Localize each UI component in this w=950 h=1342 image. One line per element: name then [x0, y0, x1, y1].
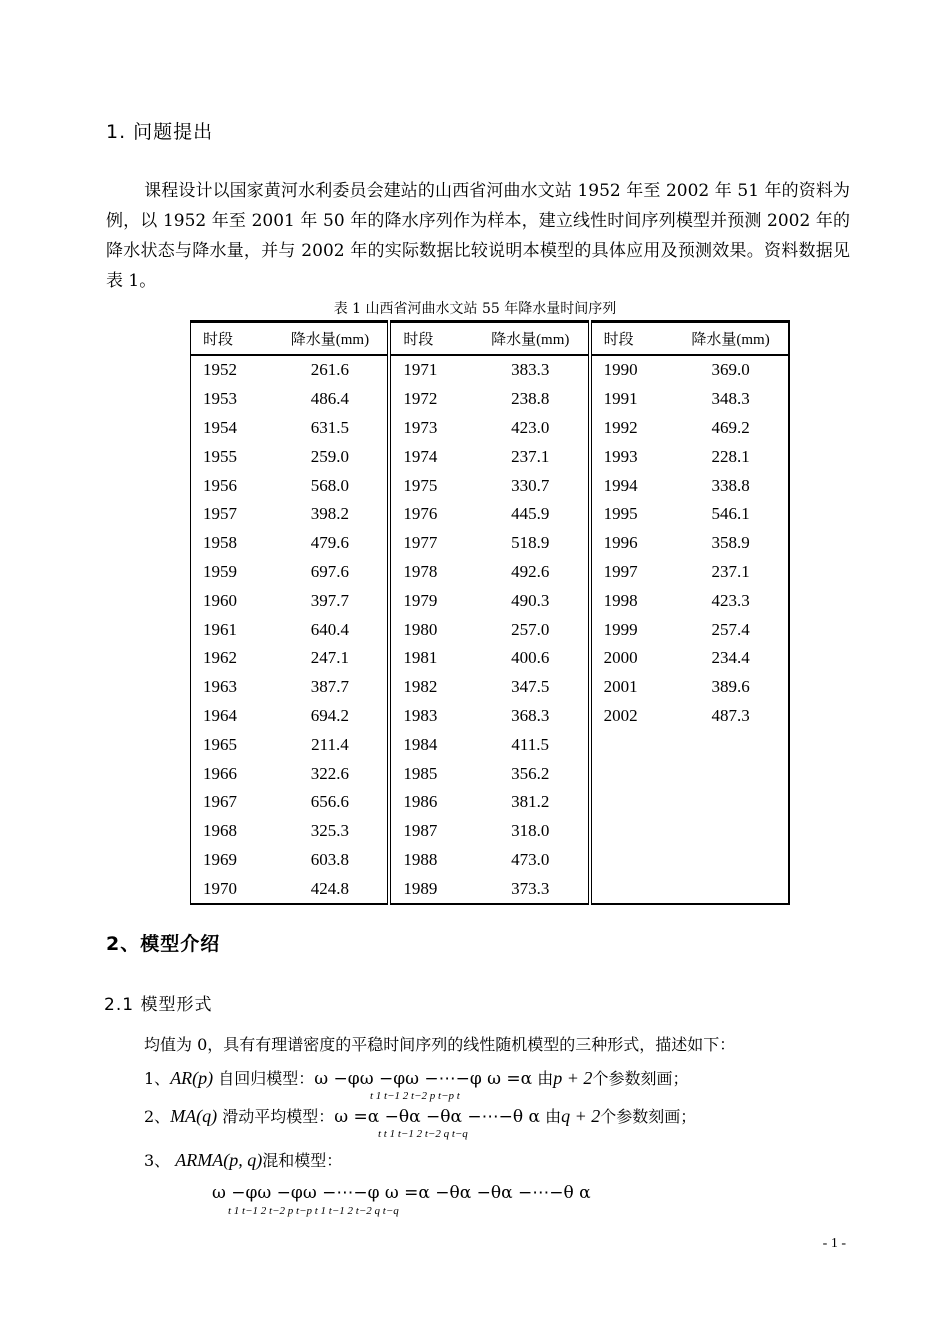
precip-cell: 389.6	[673, 673, 789, 702]
period-cell: 1957	[191, 500, 273, 529]
period-cell: 1961	[191, 615, 273, 644]
precip-cell: 238.8	[473, 385, 590, 414]
period-cell: 2000	[603, 648, 638, 668]
table-row	[191, 702, 790, 731]
period-cell: 1979	[403, 590, 438, 610]
section-heading-2: 2、模型介绍	[106, 933, 221, 955]
precip-cell: 568.0	[272, 471, 389, 500]
precip-cell: 322.6	[272, 759, 389, 788]
ma-param: q + 2	[561, 1106, 601, 1126]
period-cell: 1966	[191, 759, 273, 788]
precip-cell: 330.7	[473, 471, 590, 500]
table-row	[191, 788, 790, 817]
period-cell: 1959	[191, 558, 273, 587]
period-cell	[590, 730, 673, 759]
ma-subscripts: t t 1 t−1 2 t−2 q t−q	[378, 1128, 468, 1140]
table-row	[191, 817, 790, 846]
ma-tail-prefix: 由	[545, 1107, 562, 1126]
ar-tail: 个参数刻画；	[592, 1069, 689, 1088]
intro-paragraph	[106, 176, 850, 296]
period-cell: 1960	[191, 586, 273, 615]
period-cell: 1974	[403, 446, 438, 466]
period-cell: 1972	[403, 389, 438, 409]
period-cell: 1969	[191, 846, 273, 875]
precip-cell: 237.1	[673, 558, 789, 587]
precip-cell	[673, 874, 789, 904]
header-precip: 降水量(mm)	[473, 322, 590, 356]
precip-cell: 381.2	[473, 788, 590, 817]
period-cell: 1993	[603, 446, 638, 466]
precip-cell	[673, 759, 789, 788]
period-cell: 1955	[191, 442, 273, 471]
precip-cell: 492.6	[473, 558, 590, 587]
table-row	[191, 385, 790, 414]
precip-cell: 358.9	[673, 529, 789, 558]
period-cell	[590, 788, 673, 817]
precip-cell: 411.5	[473, 730, 590, 759]
subsection-heading: 2.1 模型形式	[104, 995, 213, 1015]
period-cell	[590, 817, 673, 846]
table-row	[191, 558, 790, 587]
precip-cell: 518.9	[473, 529, 590, 558]
period-cell: 1991	[603, 389, 638, 409]
ar-model-name: AR(p)	[170, 1068, 214, 1088]
precip-cell: 656.6	[272, 788, 389, 817]
table-row	[191, 471, 790, 500]
period-cell: 1954	[191, 414, 273, 443]
table-row	[191, 644, 790, 673]
models-intro: 均值为 0，具有有理谱密度的平稳时间序列的线性随机模型的三种形式，描述如下：	[144, 1035, 736, 1054]
precip-cell: 369.0	[673, 355, 789, 385]
period-cell: 1962	[191, 644, 273, 673]
period-cell: 1956	[191, 471, 273, 500]
ar-subscripts: t 1 t−1 2 t−2 p t−p t	[370, 1090, 460, 1102]
period-cell: 2001	[603, 677, 638, 697]
table-row	[191, 500, 790, 529]
period-cell: 1963	[191, 673, 273, 702]
precip-cell: 546.1	[673, 500, 789, 529]
page-number: - 1 -	[822, 1236, 846, 1251]
table-caption: 表 1 山西省河曲水文站 55 年降水量时间序列	[333, 301, 617, 317]
period-cell: 1989	[403, 878, 438, 898]
precip-cell: 631.5	[272, 414, 389, 443]
precip-cell: 487.3	[673, 702, 789, 731]
precip-cell: 228.1	[673, 442, 789, 471]
period-cell: 1967	[191, 788, 273, 817]
table-row	[191, 615, 790, 644]
ma-formula: ω =α −θα −θα −⋯−θ α	[334, 1107, 541, 1127]
table-row	[191, 586, 790, 615]
arma-formula: ω −φω −φω −⋯−φ ω =α −θα −θα −⋯−θ α	[212, 1183, 591, 1203]
precip-cell	[673, 817, 789, 846]
table-row	[191, 442, 790, 471]
precip-cell: 469.2	[673, 414, 789, 443]
precip-cell: 423.3	[673, 586, 789, 615]
period-cell: 1996	[603, 533, 638, 553]
precip-cell: 234.4	[673, 644, 789, 673]
table-row	[191, 759, 790, 788]
period-cell: 1971	[403, 360, 438, 380]
section-heading-1: 1. 问题提出	[106, 121, 214, 143]
precip-cell: 397.7	[272, 586, 389, 615]
ar-tail-prefix: 由	[537, 1069, 554, 1088]
ar-line	[144, 1066, 688, 1089]
period-cell: 1964	[191, 702, 273, 731]
precip-cell: 325.3	[272, 817, 389, 846]
table-row	[191, 414, 790, 443]
period-cell: 2002	[603, 705, 638, 725]
table-row	[191, 730, 790, 759]
precip-cell: 259.0	[272, 442, 389, 471]
ma-tail: 个参数刻画；	[600, 1107, 697, 1126]
precip-cell: 473.0	[473, 846, 590, 875]
period-cell: 1958	[191, 529, 273, 558]
table-row	[191, 846, 790, 875]
period-cell: 1953	[191, 385, 273, 414]
ar-label: 自回归模型：	[218, 1069, 315, 1088]
period-cell: 1970	[191, 874, 273, 904]
precip-cell: 387.7	[272, 673, 389, 702]
period-cell: 1973	[403, 417, 438, 437]
table-row	[191, 673, 790, 702]
precip-cell: 490.3	[473, 586, 590, 615]
period-cell: 1994	[603, 475, 638, 495]
precip-cell: 424.8	[272, 874, 389, 904]
arma-label: 混和模型：	[262, 1151, 343, 1170]
precip-cell: 640.4	[272, 615, 389, 644]
precip-cell: 237.1	[473, 442, 590, 471]
precip-cell: 318.0	[473, 817, 590, 846]
period-cell: 1976	[403, 504, 438, 524]
period-cell: 1975	[403, 475, 438, 495]
header-period: 时段	[403, 332, 434, 348]
precip-cell: 211.4	[272, 730, 389, 759]
precip-cell: 697.6	[272, 558, 389, 587]
period-cell: 1985	[403, 763, 438, 783]
precip-cell: 338.8	[673, 471, 789, 500]
period-cell: 1980	[403, 619, 438, 639]
period-cell: 1978	[403, 561, 438, 581]
header-precip: 降水量(mm)	[673, 322, 789, 356]
period-cell	[590, 846, 673, 875]
precip-cell: 423.0	[473, 414, 590, 443]
period-cell: 1981	[403, 648, 438, 668]
period-cell: 1952	[191, 355, 273, 385]
period-cell: 1986	[403, 792, 438, 812]
precip-cell: 373.3	[473, 874, 590, 904]
period-cell	[590, 759, 673, 788]
ar-prefix: 1、	[144, 1069, 171, 1088]
precip-cell: 479.6	[272, 529, 389, 558]
precip-cell: 348.3	[673, 385, 789, 414]
table-row	[191, 355, 790, 385]
period-cell: 1998	[603, 590, 638, 610]
header-precip: 降水量(mm)	[272, 322, 389, 356]
period-cell: 1984	[403, 734, 438, 754]
arma-subscripts: t 1 t−1 2 t−2 p t−p t 1 t−1 2 t−2 q t−q	[228, 1205, 399, 1217]
precip-cell: 257.0	[473, 615, 590, 644]
ma-model-name: MA(q)	[170, 1106, 218, 1126]
precip-cell	[673, 846, 789, 875]
period-cell: 1982	[403, 677, 438, 697]
ar-param: p + 2	[553, 1068, 593, 1088]
precip-cell: 368.3	[473, 702, 590, 731]
period-cell: 1965	[191, 730, 273, 759]
ma-line	[144, 1104, 696, 1127]
ma-prefix: 2、	[144, 1107, 171, 1126]
period-cell: 1995	[603, 504, 638, 524]
period-cell: 1987	[403, 821, 438, 841]
period-cell: 1983	[403, 705, 438, 725]
period-cell: 1977	[403, 533, 438, 553]
arma-model-name: ARMA(p, q)	[175, 1150, 263, 1170]
precip-cell: 383.3	[473, 355, 590, 385]
precip-cell: 257.4	[673, 615, 789, 644]
arma-prefix: 3、	[144, 1151, 171, 1170]
header-period: 时段	[603, 332, 634, 348]
precipitation-table	[190, 320, 790, 905]
arma-line	[144, 1148, 342, 1171]
precip-cell: 486.4	[272, 385, 389, 414]
header-period: 时段	[191, 322, 273, 356]
precip-cell: 445.9	[473, 500, 590, 529]
ma-label: 滑动平均模型：	[222, 1107, 335, 1126]
table-header-row	[191, 322, 790, 356]
period-cell: 1990	[603, 360, 638, 380]
table-row	[191, 874, 790, 904]
precip-cell	[673, 788, 789, 817]
period-cell: 1988	[403, 849, 438, 869]
period-cell: 1997	[603, 561, 638, 581]
precip-cell: 694.2	[272, 702, 389, 731]
ar-formula: ω −φω −φω −⋯−φ ω =α	[314, 1069, 533, 1089]
precip-cell: 398.2	[272, 500, 389, 529]
precip-cell: 400.6	[473, 644, 590, 673]
table-row	[191, 529, 790, 558]
precip-cell: 261.6	[272, 355, 389, 385]
precip-cell	[673, 730, 789, 759]
intro-text: 课程设计以国家黄河水利委员会建站的山西省河曲水文站 1952 年至 2002 年 51 年的资料为例，以 1952 年至 2001 年 50 年的降水序列作为样本，建立线性时间序列模型并预测 2002 年的降水状态与降水量，并与 2002 年的实际数据比较说明本模型的具体应用及预测效果。资料数据见表 1。	[106, 181, 850, 291]
precip-cell: 247.1	[272, 644, 389, 673]
period-cell: 1999	[603, 619, 638, 639]
precip-cell: 356.2	[473, 759, 590, 788]
period-cell	[590, 874, 673, 904]
period-cell: 1968	[191, 817, 273, 846]
precip-cell: 347.5	[473, 673, 590, 702]
precip-cell: 603.8	[272, 846, 389, 875]
period-cell: 1992	[603, 417, 638, 437]
table-body	[191, 355, 790, 904]
